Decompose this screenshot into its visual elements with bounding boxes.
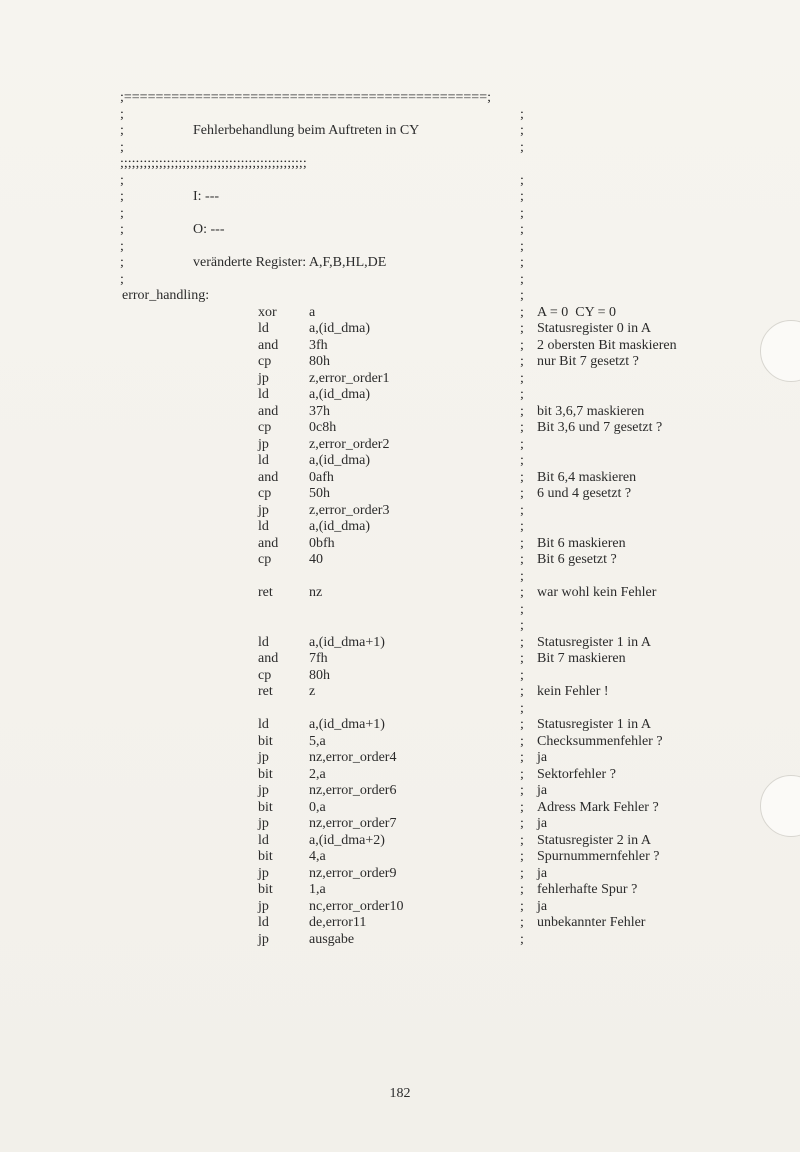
opcode: and — [258, 469, 279, 485]
operand: a,(id_dma) — [309, 519, 371, 534]
comment: war wohl kein Fehler — [537, 585, 657, 600]
opcode: jp — [258, 783, 269, 798]
semicolon: ; — [120, 271, 124, 287]
opcode: ld — [258, 634, 269, 650]
code-line — [0, 173, 800, 190]
semicolon: ; — [120, 106, 124, 122]
code-line — [0, 866, 800, 883]
comment: Bit 6,4 maskieren — [537, 469, 637, 485]
code-line — [0, 189, 800, 206]
opcode: cp — [258, 667, 272, 683]
code-line — [0, 371, 800, 388]
comment: Statusregister 2 in A — [537, 832, 651, 848]
header-title: Fehlerbehandlung beim Auftreten in CY — [193, 123, 420, 138]
operand: 5,a — [309, 733, 326, 749]
routine-label: error_handling: — [122, 288, 210, 303]
operand: a,(id_dma) — [309, 387, 371, 402]
code-line — [0, 90, 800, 107]
semicolon: ; — [520, 667, 524, 683]
semicolon: ; — [120, 255, 124, 270]
code-line — [0, 849, 800, 866]
operand: a,(id_dma+2) — [309, 832, 385, 848]
operand: a,(id_dma) — [309, 321, 371, 336]
code-line — [0, 321, 800, 338]
semicolon: ; — [520, 139, 524, 155]
semicolon: ; — [520, 123, 524, 138]
opcode: bit — [258, 849, 273, 864]
code-line — [0, 800, 800, 817]
semicolon: ; — [520, 106, 524, 122]
opcode: and — [258, 535, 279, 551]
semicolon: ; — [520, 717, 524, 732]
semicolon: ; — [520, 552, 524, 567]
opcode: ld — [258, 832, 269, 848]
opcode: and — [258, 337, 279, 353]
semicolon: ; — [520, 486, 524, 501]
code-line — [0, 255, 800, 272]
code-line — [0, 305, 800, 322]
comment: Checksummenfehler ? — [537, 733, 663, 749]
opcode: jp — [258, 816, 269, 831]
header-separator: ;;;;;;;;;;;;;;;;;;;;;;;;;;;;;;;;;;;;;;;;;;;;;;;; — [120, 156, 307, 171]
code-line — [0, 156, 800, 173]
semicolon: ; — [520, 618, 524, 633]
code-line — [0, 882, 800, 899]
opcode: jp — [258, 931, 269, 947]
semicolon: ; — [520, 403, 524, 419]
semicolon: ; — [120, 222, 124, 237]
opcode: jp — [258, 750, 269, 765]
code-line — [0, 915, 800, 932]
semicolon: ; — [120, 189, 124, 204]
semicolon: ; — [520, 271, 524, 287]
operand: nz,error_order4 — [309, 750, 397, 765]
comment: 2 obersten Bit maskieren — [537, 337, 677, 353]
semicolon: ; — [520, 601, 524, 617]
comment: ja — [537, 865, 548, 881]
operand: 7fh — [309, 651, 328, 666]
code-line — [0, 585, 800, 602]
semicolon: ; — [520, 519, 524, 534]
code-line — [0, 932, 800, 949]
code-line — [0, 288, 800, 305]
operand: z,error_order2 — [309, 436, 390, 452]
code-line — [0, 783, 800, 800]
header-input: I: --- — [193, 189, 220, 204]
operand: a,(id_dma+1) — [309, 634, 385, 650]
code-line — [0, 420, 800, 437]
semicolon: ; — [520, 898, 524, 914]
opcode: jp — [258, 436, 269, 452]
opcode: ld — [258, 453, 269, 468]
code-line — [0, 470, 800, 487]
operand: nc,error_order10 — [309, 898, 404, 914]
semicolon: ; — [520, 865, 524, 881]
opcode: ld — [258, 915, 269, 930]
opcode: jp — [258, 370, 269, 386]
code-line — [0, 767, 800, 784]
comment: Adress Mark Fehler ? — [537, 799, 659, 815]
code-line — [0, 833, 800, 850]
code-line — [0, 899, 800, 916]
comment: Bit 7 maskieren — [537, 651, 626, 666]
operand: 0c8h — [309, 420, 337, 435]
operand: a — [309, 304, 316, 320]
comment: bit 3,6,7 maskieren — [537, 403, 645, 419]
opcode: cp — [258, 420, 272, 435]
opcode: jp — [258, 898, 269, 914]
header-output: O: --- — [193, 222, 225, 237]
operand: z,error_order3 — [309, 502, 390, 518]
semicolon: ; — [520, 288, 524, 303]
opcode: cp — [258, 354, 272, 369]
semicolon: ; — [520, 205, 524, 221]
opcode: ld — [258, 519, 269, 534]
opcode: bit — [258, 799, 273, 815]
semicolon: ; — [520, 568, 524, 584]
code-line — [0, 123, 800, 140]
semicolon: ; — [520, 453, 524, 468]
operand: 1,a — [309, 882, 326, 897]
semicolon: ; — [520, 304, 524, 320]
semicolon: ; — [120, 123, 124, 138]
operand: 40 — [309, 552, 323, 567]
comment: Statusregister 1 in A — [537, 717, 651, 732]
comment: nur Bit 7 gesetzt ? — [537, 354, 639, 369]
comment: Sektorfehler ? — [537, 766, 616, 782]
semicolon: ; — [520, 799, 524, 815]
comment: ja — [537, 898, 548, 914]
comment: fehlerhafte Spur ? — [537, 882, 638, 897]
code-line — [0, 338, 800, 355]
opcode: bit — [258, 766, 273, 782]
semicolon: ; — [520, 535, 524, 551]
code-line — [0, 107, 800, 124]
semicolon: ; — [520, 172, 524, 188]
code-line — [0, 206, 800, 223]
semicolon: ; — [520, 238, 524, 254]
code-line — [0, 734, 800, 751]
comment: kein Fehler ! — [537, 684, 609, 699]
semicolon: ; — [520, 750, 524, 765]
operand: 80h — [309, 354, 330, 369]
operand: nz,error_order7 — [309, 816, 397, 831]
semicolon: ; — [520, 387, 524, 402]
semicolon: ; — [520, 733, 524, 749]
comment: ja — [537, 816, 548, 831]
semicolon: ; — [520, 469, 524, 485]
code-line — [0, 519, 800, 536]
code-line — [0, 635, 800, 652]
semicolon: ; — [520, 370, 524, 386]
code-line — [0, 140, 800, 157]
semicolon: ; — [520, 783, 524, 798]
comment: ja — [537, 750, 548, 765]
semicolon: ; — [520, 816, 524, 831]
semicolon: ; — [520, 436, 524, 452]
code-line — [0, 816, 800, 833]
semicolon: ; — [520, 915, 524, 930]
semicolon: ; — [120, 139, 124, 155]
semicolon: ; — [520, 766, 524, 782]
code-line — [0, 668, 800, 685]
code-line — [0, 354, 800, 371]
opcode: bit — [258, 733, 273, 749]
code-line — [0, 387, 800, 404]
code-line — [0, 684, 800, 701]
code-line — [0, 717, 800, 734]
operand: a,(id_dma+1) — [309, 717, 385, 732]
operand: 3fh — [309, 337, 328, 353]
semicolon: ; — [120, 205, 124, 221]
comment: ja — [537, 783, 548, 798]
opcode: xor — [258, 304, 277, 320]
comment: Statusregister 1 in A — [537, 634, 651, 650]
comment: Bit 3,6 und 7 gesetzt ? — [537, 420, 663, 435]
code-line — [0, 222, 800, 239]
semicolon: ; — [120, 238, 124, 254]
opcode: bit — [258, 882, 273, 897]
semicolon: ; — [520, 222, 524, 237]
opcode: jp — [258, 502, 269, 518]
code-line — [0, 437, 800, 454]
operand: 0bfh — [309, 535, 335, 551]
code-line — [0, 701, 800, 718]
semicolon: ; — [520, 189, 524, 204]
semicolon: ; — [520, 832, 524, 848]
comment: Statusregister 0 in A — [537, 321, 651, 336]
semicolon: ; — [520, 255, 524, 270]
comment: A = 0 CY = 0 — [537, 304, 617, 320]
operand: de,error11 — [309, 915, 367, 930]
comment: 6 und 4 gesetzt ? — [537, 486, 632, 501]
code-line — [0, 536, 800, 553]
semicolon: ; — [520, 651, 524, 666]
operand: 0afh — [309, 469, 334, 485]
operand: ausgabe — [309, 931, 355, 947]
opcode: cp — [258, 552, 272, 567]
operand: 0,a — [309, 799, 326, 815]
operand: 2,a — [309, 766, 326, 782]
code-line — [0, 651, 800, 668]
opcode: cp — [258, 486, 272, 501]
page-number: 182 — [389, 1086, 411, 1101]
semicolon: ; — [520, 931, 524, 947]
code-line — [0, 404, 800, 421]
semicolon: ; — [520, 420, 524, 435]
semicolon: ; — [520, 849, 524, 864]
opcode: ret — [258, 585, 273, 600]
comment: Bit 6 gesetzt ? — [537, 552, 617, 567]
comment: Bit 6 maskieren — [537, 535, 626, 551]
semicolon: ; — [520, 321, 524, 336]
comment: unbekannter Fehler — [537, 915, 646, 930]
code-line — [0, 486, 800, 503]
code-line — [0, 602, 800, 619]
code-line — [0, 239, 800, 256]
code-line — [0, 569, 800, 586]
header-registers: veränderte Register: A,F,B,HL,DE — [193, 255, 387, 270]
operand: z — [309, 684, 316, 699]
opcode: ld — [258, 387, 269, 402]
operand: nz,error_order6 — [309, 783, 397, 798]
semicolon: ; — [520, 502, 524, 518]
semicolon: ; — [520, 634, 524, 650]
opcode: ld — [258, 321, 269, 336]
comment: Spurnummernfehler ? — [537, 849, 660, 864]
semicolon: ; — [520, 354, 524, 369]
operand: a,(id_dma) — [309, 453, 371, 468]
semicolon: ; — [120, 172, 124, 188]
header-rule: ;==============================================; — [120, 90, 491, 105]
code-line — [0, 750, 800, 767]
semicolon: ; — [520, 585, 524, 600]
opcode: and — [258, 651, 279, 666]
operand: nz — [309, 585, 323, 600]
operand: 80h — [309, 667, 330, 683]
semicolon: ; — [520, 684, 524, 699]
semicolon: ; — [520, 700, 524, 716]
opcode: jp — [258, 865, 269, 881]
code-line — [0, 618, 800, 635]
operand: 50h — [309, 486, 330, 501]
code-line — [0, 503, 800, 520]
operand: nz,error_order9 — [309, 865, 397, 881]
code-line — [0, 453, 800, 470]
opcode: and — [258, 403, 279, 419]
operand: 37h — [309, 403, 330, 419]
operand: 4,a — [309, 849, 326, 864]
operand: z,error_order1 — [309, 370, 390, 386]
semicolon: ; — [520, 882, 524, 897]
semicolon: ; — [520, 337, 524, 353]
opcode: ld — [258, 717, 269, 732]
code-line — [0, 272, 800, 289]
opcode: ret — [258, 684, 273, 699]
code-line — [0, 552, 800, 569]
